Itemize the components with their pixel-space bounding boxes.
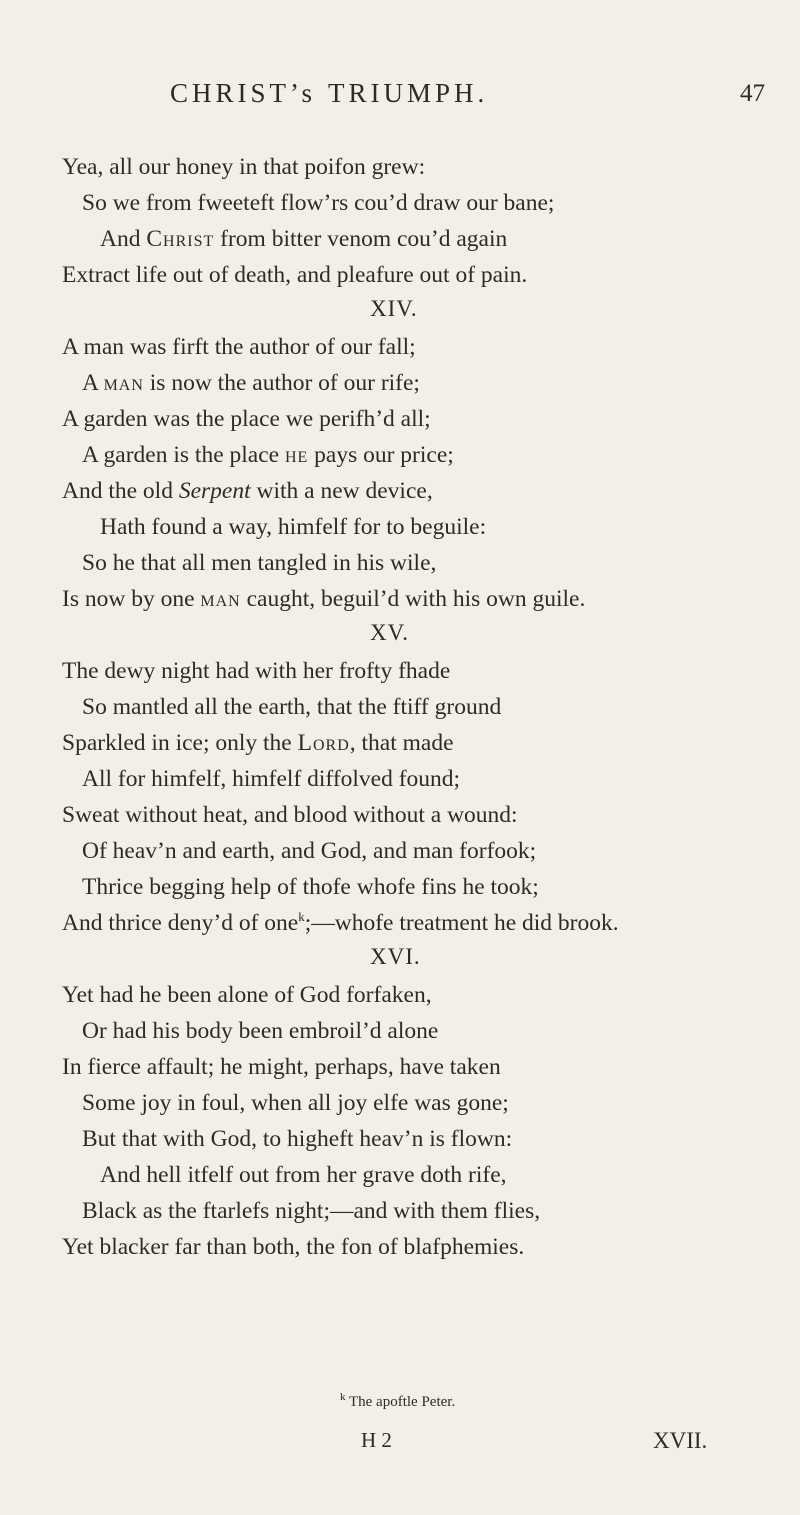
verse-line: So we from fweeteft flow’rs cou’d draw our bane; <box>82 190 555 216</box>
verse-line: The dewy night had with her frofty fhade <box>62 658 451 684</box>
verse-text: And the old <box>62 478 179 504</box>
running-head-left: CHRIST’s <box>170 78 317 108</box>
verse-line: A man was firft the author of our fall; <box>62 334 416 360</box>
verse-italic: Serpent <box>178 478 251 504</box>
verse-text: And <box>100 226 147 252</box>
verse-line: But that with God, to higheft heav’n is flown: <box>82 1126 513 1152</box>
verse-line: Yet had he been alone of God forfaken, <box>62 982 432 1008</box>
verse-line <box>82 440 454 470</box>
footnote-reference: k <box>298 909 305 925</box>
verse-line <box>62 728 454 758</box>
verse-line: Or had his body been embroil’d alone <box>82 1018 439 1044</box>
running-head <box>170 78 488 109</box>
verse-line: Yet blacker far than both, the fon of blafphemies. <box>62 1234 525 1260</box>
stanza-number: XVI. <box>370 944 421 969</box>
verse-text: with a new device, <box>250 478 433 504</box>
verse-small-caps: Lord <box>297 730 350 756</box>
verse-line: In fierce affault; he might, perhaps, have taken <box>62 1054 501 1080</box>
verse-line: All for himfelf, himfelf diffolved found; <box>82 766 461 792</box>
verse-line: Hath found a way, himfelf for to beguile: <box>100 514 487 540</box>
verse-text: A <box>82 370 104 396</box>
stanza-number: XV. <box>370 620 410 645</box>
verse-line: Black as the ftarlefs night;—and with them flies, <box>82 1198 541 1224</box>
verse-line: Yea, all our honey in that poifon grew: <box>62 154 426 180</box>
verse-line: Extract life out of death, and pleafure out of pain. <box>62 262 528 288</box>
footnote <box>340 1391 456 1411</box>
footnote-mark: k <box>340 1391 346 1403</box>
verse-text: is now the author of our rife; <box>143 370 420 396</box>
verse-line: A garden was the place we perifh’d all; <box>62 406 431 432</box>
verse-text: And thrice deny’d of one <box>62 910 299 936</box>
verse-line <box>62 476 433 506</box>
footnote-text: The apoftle Peter. <box>348 1394 456 1410</box>
verse-small-caps: he <box>284 442 309 468</box>
verse-line: Sweat without heat, and blood without a wound: <box>62 802 518 828</box>
verse-text: A garden is the place <box>82 442 285 468</box>
verse-small-caps: Christ <box>146 226 215 252</box>
verse-line: So mantled all the earth, that the ftiff ground <box>82 694 502 720</box>
page-footer <box>0 1428 800 1458</box>
running-head-right: TRIUMPH. <box>328 78 489 108</box>
verse-text: ;—whofe treatment he did brook. <box>304 910 619 936</box>
verse-line <box>62 584 585 614</box>
verse-line: Thrice begging help of thofe whofe fins he took; <box>82 874 539 900</box>
verse-text: Is now by one <box>62 586 201 612</box>
verse-line: So he that all men tangled in his wile, <box>82 550 437 576</box>
stanza-number: XIV. <box>370 296 418 321</box>
verse-line: Of heav’n and earth, and God, and man forfook; <box>82 838 537 864</box>
verse-line <box>62 908 619 938</box>
verse-text: caught, beguil’d with his own guile. <box>240 586 586 612</box>
catchword: XVII. <box>653 1428 708 1453</box>
verse-text: Sparkled in ice; only the <box>62 730 298 756</box>
signature-mark: H 2 <box>361 1428 392 1452</box>
verse-line: And hell itfelf out from her grave doth rife, <box>100 1162 507 1188</box>
verse-small-caps: man <box>200 586 241 612</box>
verse-text: pays our price; <box>308 442 454 468</box>
verse-small-caps: man <box>103 370 144 396</box>
verse-text: , that made <box>349 730 454 756</box>
verse-line <box>82 368 420 398</box>
verse-line <box>100 224 507 254</box>
verse-text: from bitter venom cou’d again <box>214 226 508 252</box>
page-header <box>0 78 800 118</box>
verse-line: Some joy in foul, when all joy elfe was gone; <box>82 1090 509 1116</box>
page-number: 47 <box>740 80 765 107</box>
